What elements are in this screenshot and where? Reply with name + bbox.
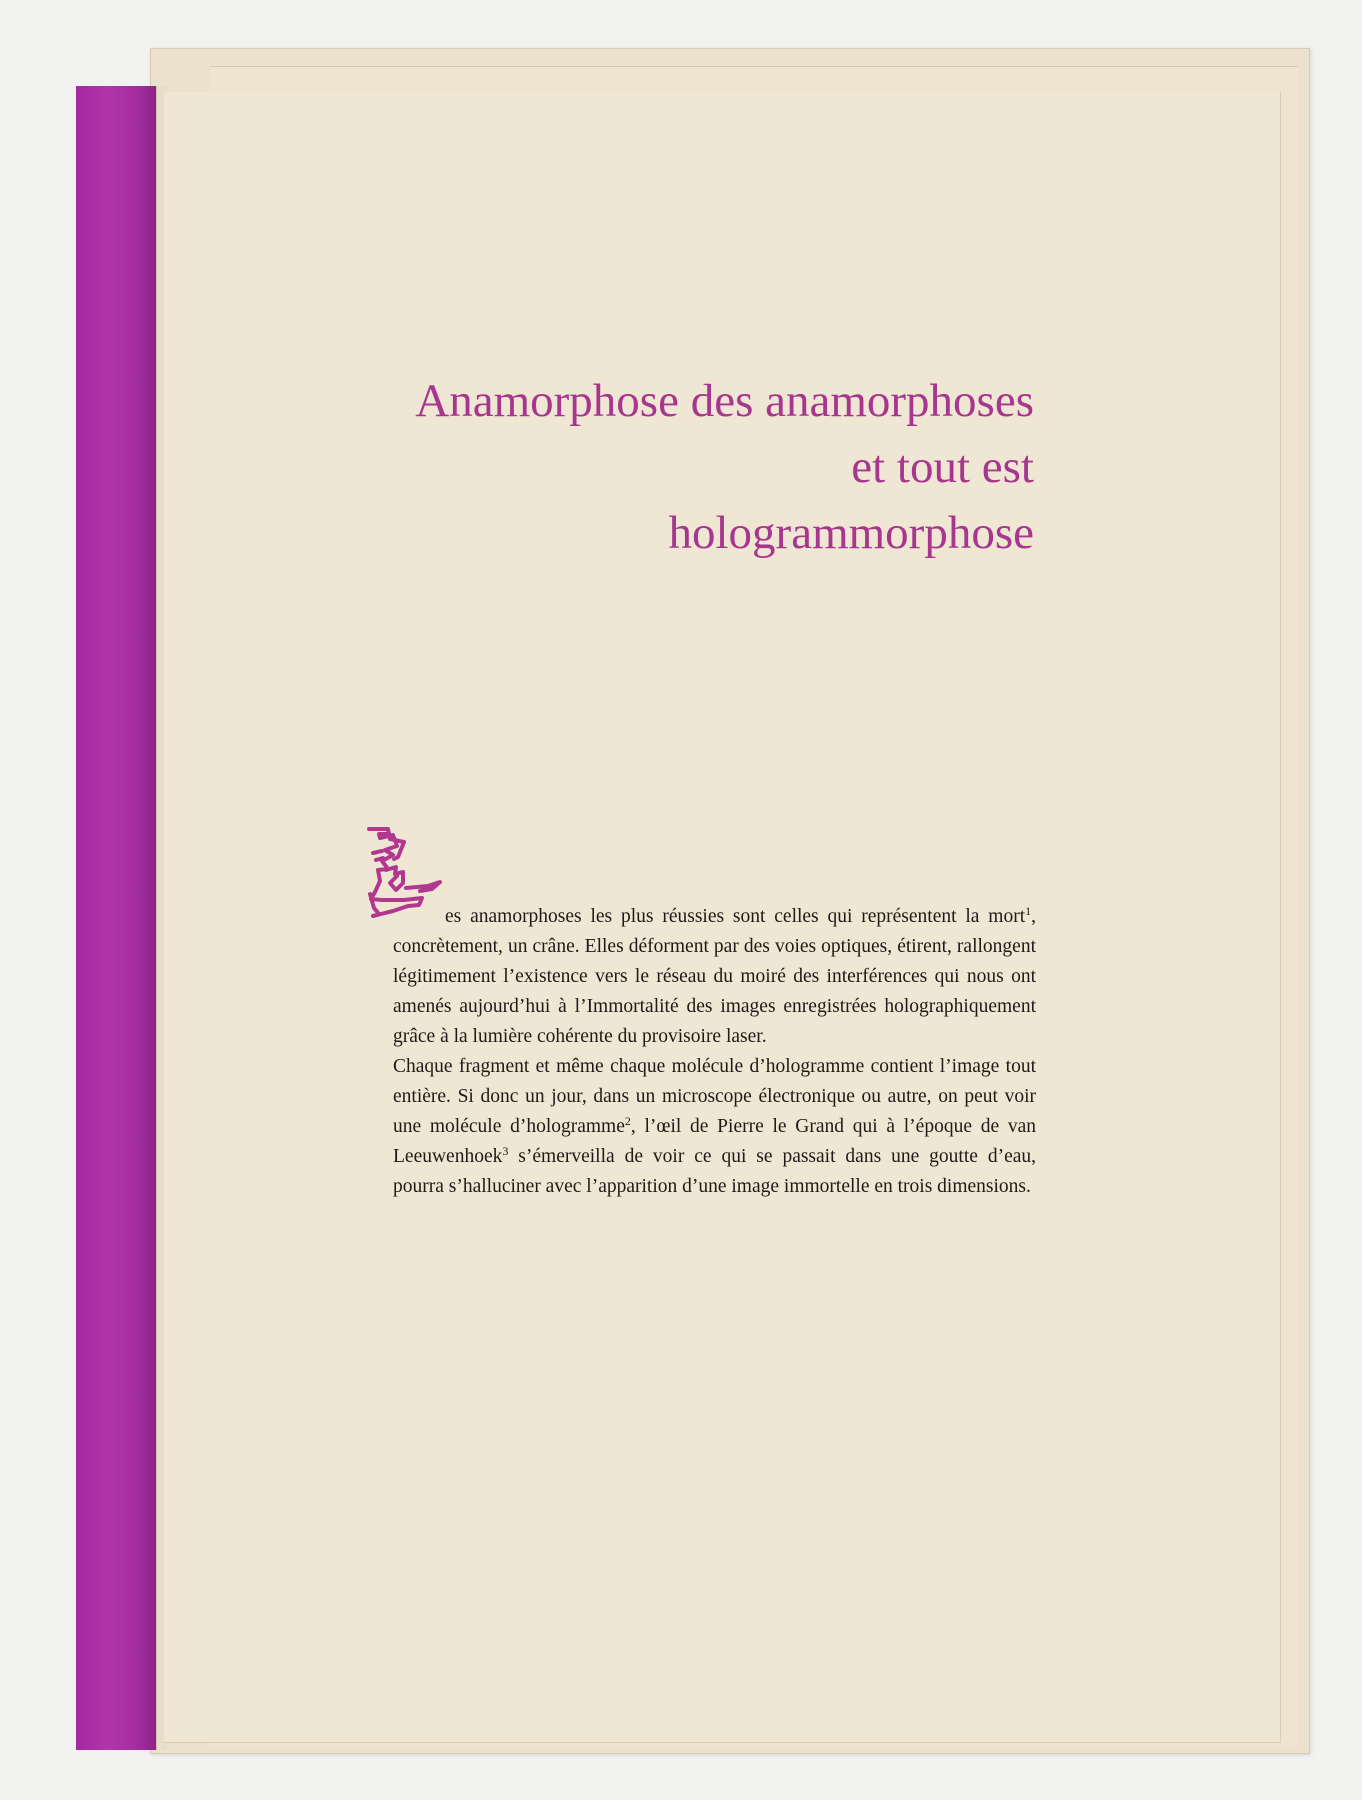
para1-text-start: es anamorphoses les plus réussies sont celles qui représentent la mort [445,906,1026,927]
footnote-ref-3: 3 [502,1144,509,1158]
para2-text-mid: , l’œil de Pierre le Grand qui à l’époque de van Leeuwenhoek [393,1116,1036,1167]
body-text [393,902,1036,1202]
para2-text-start: Chaque fragment et même chaque molécule d’hologramme contient l’image tout entière. Si donc un jour, dans un microscope électronique ou autre, on peut voir une molécule d’hologramme [393,1056,1036,1137]
purple-spine [76,86,156,1750]
title-line-3: hologrammorphose [668,507,1034,559]
page-title [334,368,1034,566]
footnote-ref-1: 1 [1025,904,1032,918]
title-line-1: Anamorphose des anamorphoses [415,375,1034,427]
para1-text-end: , concrètement, un crâne. Elles déforment par des voies optiques, étirent, rallongent légitimement l’existence vers le réseau du moiré des interférences qui nous ont amenés aujourd’hui à l’Immortalité des images enregistrées holographiquement grâce à la lumière cohérente du provisoire laser. [393,906,1036,1047]
title-line-2: et tout est [851,441,1034,493]
para2-text-end: s’émerveilla de voir ce qui se passait dans une goutte d’eau, pourra s’halluciner avec l’apparition d’une image immortelle en trois dimensions. [393,1146,1036,1197]
footnote-ref-2: 2 [624,1114,631,1128]
paragraph-2 [393,1052,1036,1202]
paragraph-1 [393,902,1036,1052]
